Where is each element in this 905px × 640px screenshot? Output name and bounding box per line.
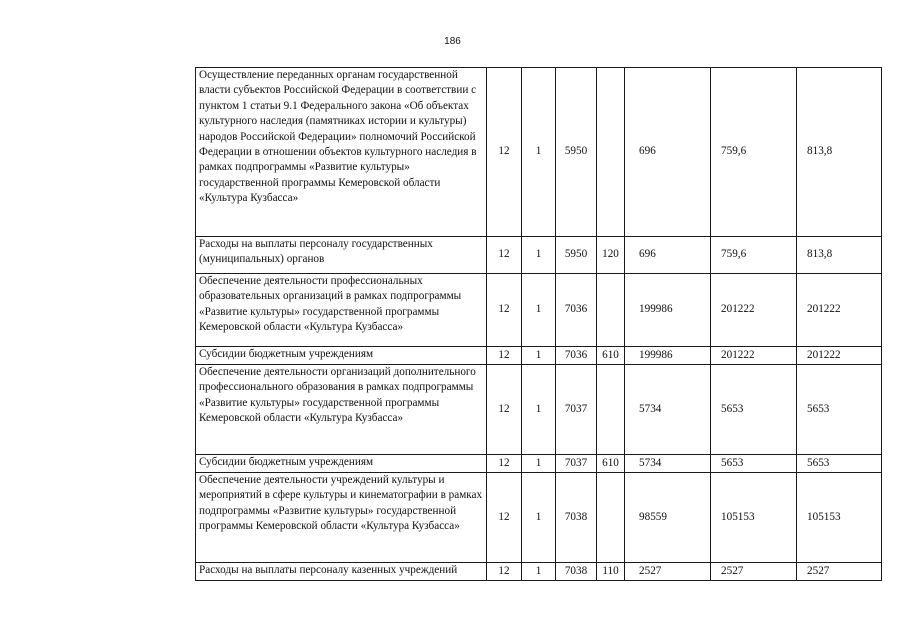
amount-year2-cell: 5653 xyxy=(711,455,797,473)
expense-type-cell xyxy=(597,68,625,237)
amount-year2-cell: 201222 xyxy=(711,274,797,347)
expense-type-cell xyxy=(597,365,625,455)
expense-type-cell xyxy=(597,274,625,347)
section-cell: 12 xyxy=(487,455,522,473)
target-article-cell: 7038 xyxy=(556,473,597,563)
expense-type-cell: 110 xyxy=(597,563,625,581)
amount-year2-cell: 201222 xyxy=(711,347,797,365)
table-row xyxy=(196,68,882,237)
amount-year1-cell: 696 xyxy=(625,237,711,274)
amount-year3-cell: 5653 xyxy=(797,455,882,473)
subsection-cell: 1 xyxy=(522,68,556,237)
amount-year2-cell: 2527 xyxy=(711,563,797,581)
subsection-cell: 1 xyxy=(522,455,556,473)
expense-type-cell: 610 xyxy=(597,455,625,473)
table-row xyxy=(196,237,882,274)
target-article-cell: 5950 xyxy=(556,237,597,274)
subsection-cell: 1 xyxy=(522,473,556,563)
amount-year3-cell: 201222 xyxy=(797,274,882,347)
section-cell: 12 xyxy=(487,563,522,581)
target-article-cell: 7038 xyxy=(556,563,597,581)
amount-year3-cell: 201222 xyxy=(797,347,882,365)
table-row xyxy=(196,347,882,365)
amount-year1-cell: 5734 xyxy=(625,455,711,473)
expense-type-cell: 120 xyxy=(597,237,625,274)
amount-year1-cell: 199986 xyxy=(625,274,711,347)
target-article-cell: 7037 xyxy=(556,455,597,473)
amount-year1-cell: 5734 xyxy=(625,365,711,455)
table-row xyxy=(196,274,882,347)
target-article-cell: 5950 xyxy=(556,68,597,237)
section-cell: 12 xyxy=(487,365,522,455)
amount-year3-cell: 813,8 xyxy=(797,237,882,274)
section-cell: 12 xyxy=(487,237,522,274)
amount-year2-cell: 759,6 xyxy=(711,68,797,237)
amount-year3-cell: 2527 xyxy=(797,563,882,581)
budget-table xyxy=(195,67,882,581)
row-name-cell: Расходы на выплаты персоналу казенных учреждений xyxy=(196,563,487,581)
section-cell: 12 xyxy=(487,347,522,365)
subsection-cell: 1 xyxy=(522,347,556,365)
subsection-cell: 1 xyxy=(522,563,556,581)
expense-type-cell: 610 xyxy=(597,347,625,365)
amount-year3-cell: 813,8 xyxy=(797,68,882,237)
subsection-cell: 1 xyxy=(522,237,556,274)
table-row xyxy=(196,455,882,473)
row-name-cell: Обеспечение деятельности организаций дополнительного профессионального образования в рамках подпрограммы «Развитие культуры» государственной программы Кемеровской области «Культура Кузбасса» xyxy=(196,365,487,455)
section-cell: 12 xyxy=(487,473,522,563)
page-number: 186 xyxy=(444,36,461,47)
table-row xyxy=(196,563,882,581)
amount-year3-cell: 105153 xyxy=(797,473,882,563)
table-row xyxy=(196,365,882,455)
table-body xyxy=(196,68,882,581)
row-name-cell: Осуществление переданных органам государственной власти субъектов Российской Федерации в соответствии с пунктом 1 статьи 9.1 Федерального закона «Об объектах культурного наследия (памятниках истории и культуры) народов Российской Федерации» полномочий Российской Федерации в отношении объектов культурного наследия в рамках подпрограммы «Развитие культуры» государственной программы Кемеровской области «Культура Кузбасса» xyxy=(196,68,487,237)
amount-year1-cell: 696 xyxy=(625,68,711,237)
table-row xyxy=(196,473,882,563)
amount-year2-cell: 105153 xyxy=(711,473,797,563)
subsection-cell: 1 xyxy=(522,274,556,347)
subsection-cell: 1 xyxy=(522,365,556,455)
row-name-cell: Субсидии бюджетным учреждениям xyxy=(196,347,487,365)
row-name-cell: Обеспечение деятельности учреждений культуры и мероприятий в сфере культуры и кинематографии в рамках подпрограммы «Развитие культуры» государственной программы Кемеровской области «Культура Кузбасса» xyxy=(196,473,487,563)
target-article-cell: 7037 xyxy=(556,365,597,455)
section-cell: 12 xyxy=(487,274,522,347)
row-name-cell: Субсидии бюджетным учреждениям xyxy=(196,455,487,473)
target-article-cell: 7036 xyxy=(556,274,597,347)
amount-year2-cell: 5653 xyxy=(711,365,797,455)
row-name-cell: Обеспечение деятельности профессиональных образовательных организаций в рамках подпрограммы «Развитие культуры» государственной программы Кемеровской области «Культура Кузбасса» xyxy=(196,274,487,347)
amount-year2-cell: 759,6 xyxy=(711,237,797,274)
amount-year3-cell: 5653 xyxy=(797,365,882,455)
expense-type-cell xyxy=(597,473,625,563)
section-cell: 12 xyxy=(487,68,522,237)
amount-year1-cell: 98559 xyxy=(625,473,711,563)
target-article-cell: 7036 xyxy=(556,347,597,365)
row-name-cell: Расходы на выплаты персоналу государственных (муниципальных) органов xyxy=(196,237,487,274)
amount-year1-cell: 199986 xyxy=(625,347,711,365)
amount-year1-cell: 2527 xyxy=(625,563,711,581)
